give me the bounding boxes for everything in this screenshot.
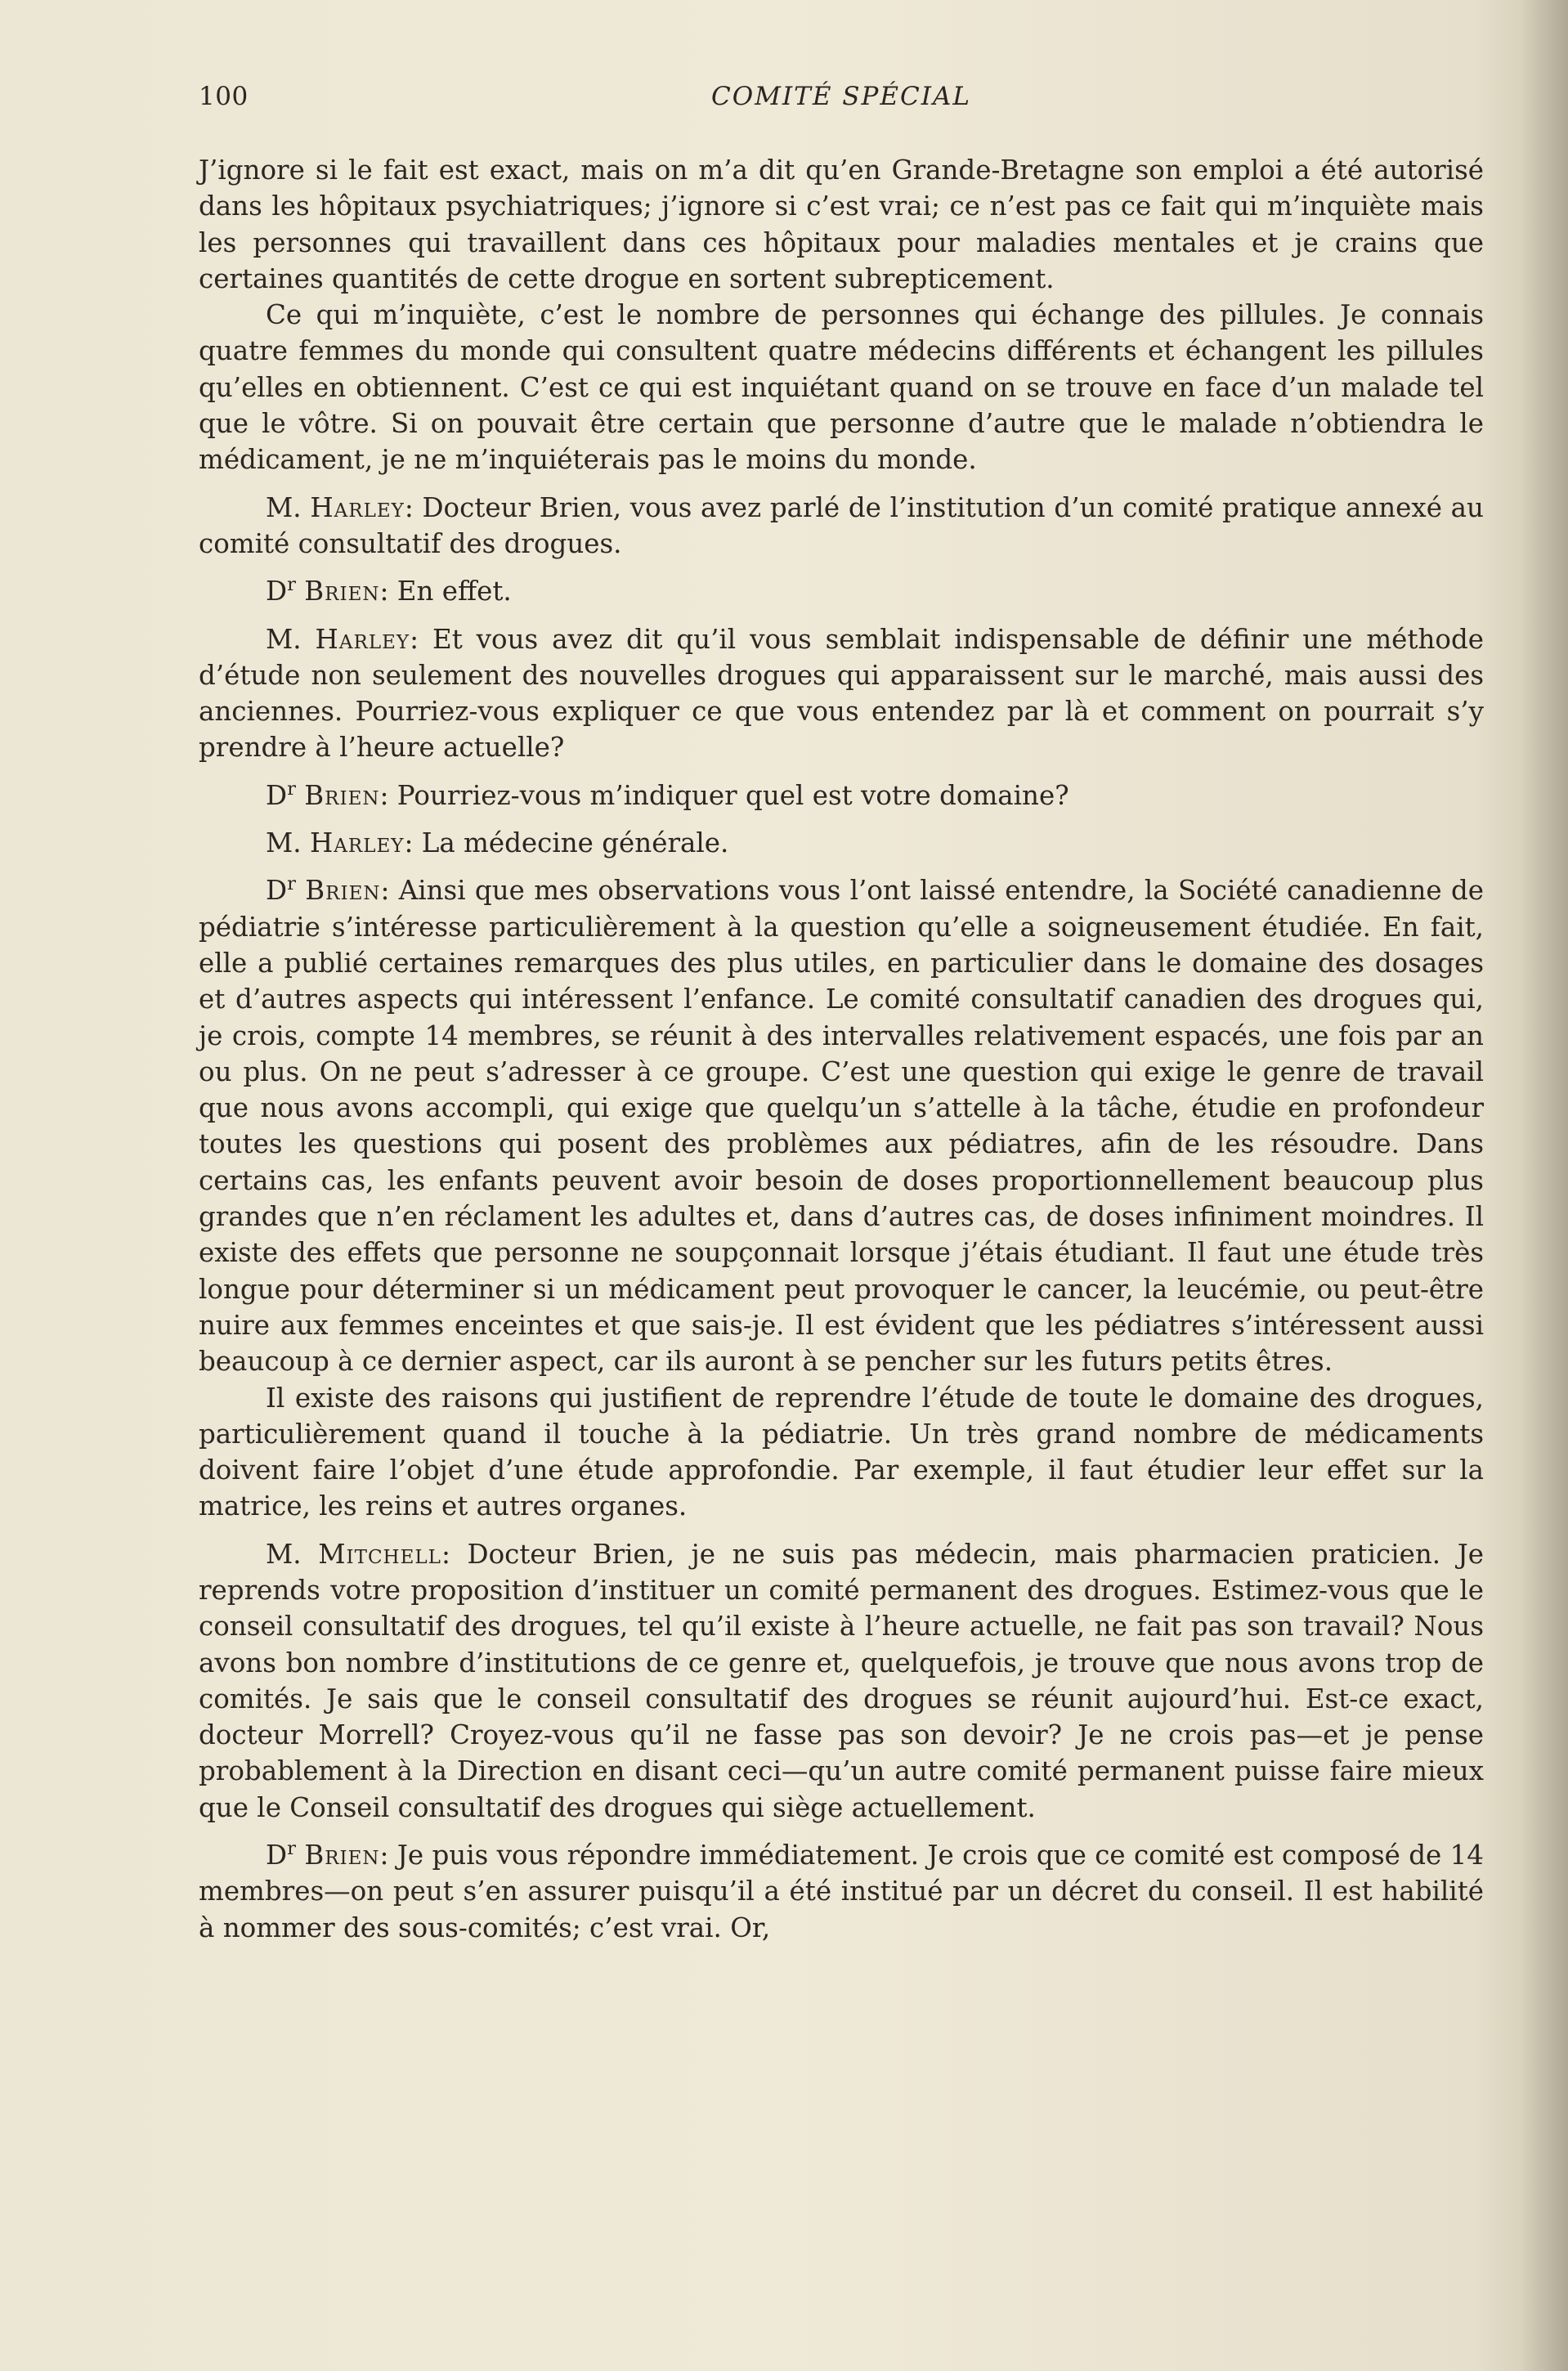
paragraph-text: Ce qui m’inquiète, c’est le nombre de personnes qui échange des pillules. Je connais quatre femmes du monde qui consultent quatre médecins différents et échangent les pillules qu’elles en obtiennent. C’est ce qui est inquiétant quand on se trouve en face d’un malade tel que le vôtre. Si on pouvait être certain que personne d’autre que le malade n’obtiendra le médicament, je ne m’inquiéterais pas le moins du monde. <box>199 299 1484 476</box>
speaker-turn: $D^r$ Brien: En effet. <box>266 574 512 607</box>
speaker-name: Harley <box>315 623 410 655</box>
speech-text: Docteur Brien, vous avez parlé de l’institution d’un comité pratique annexé au comité consultatif des drogues. <box>199 491 1484 559</box>
binding-shadow <box>1521 0 1568 2371</box>
speech-text: La médecine générale. <box>421 827 729 859</box>
running-title: COMITÉ SPÉCIAL <box>711 82 971 111</box>
speech-text: Ainsi que mes observations vous l’ont laissé entendre, la Société canadienne de pédiatrie s’intéresse particulièrement à la question qu’elle a soigneusement étudiée. En fait, elle a publié certaines remarques des plus utiles, en particulier dans le domaine des dosages et d’autres aspects qui intéressent l’enfance. Le comité consultatif canadien des drogues qui, je crois, compte 14 membres, se réunit à des intervalles relativement espacés, une fois par an ou plus. On ne peut s’adresser à ce groupe. C’est une question qui exige le genre de travail que nous avons accompli, qui exige que quelqu’un s’attelle à la tâche, étudie en profondeur toutes les questions qui posent des problèmes aux pédiatres, afin de les résoudre. Dans certains cas, les enfants peuvent avoir besoin de doses proportionnellement beaucoup plus grandes que n’en réclament les adultes et, dans d’autres cas, de doses infiniment moindres. Il existe des effets que personne ne soupçonnait lorsque j’étais étudiant. Il faut une étude très longue pour déterminer si un médicament peut provoquer le cancer, la leucémie, ou peut-être nuire aux femmes enceintes et que sais-je. Il est évident que les pédiatres s’intéressent aussi beaucoup à ce dernier aspect, car ils auront à se pencher sur les futurs petits êtres. <box>199 875 1484 1378</box>
speaker-name: Mitchell <box>318 1538 441 1570</box>
speaker-honorific: M. <box>266 827 302 859</box>
speech-text: Et vous avez dit qu’il vous semblait indispensable de définir une méthode d’étude non seulement des nouvelles drogues qui apparaissent sur le marché, mais aussi des anciennes. Pourriez-vous expliquer ce que vous entendez par là et comment on pourrait s’y prendre à l’heure actuelle? <box>199 623 1485 764</box>
speaker-turn: M. Harley: Docteur Brien, vous avez parlé de l’institution d’un comité pratique annexé au comité consultatif des drogues. <box>199 491 1484 559</box>
speaker-honorific: M. <box>266 1538 302 1570</box>
speaker-title-superscript: r <box>287 873 296 895</box>
paragraph <box>199 297 1484 477</box>
page-number: 100 <box>199 82 249 111</box>
speaker-name: Brien <box>304 1840 380 1871</box>
speaker-title-superscript: r <box>287 574 296 596</box>
transcript-body <box>199 152 1484 1946</box>
speaker-turn: $D^r$ Brien: Pourriez-vous m’indiquer quel est votre domaine? <box>266 778 1069 811</box>
speaker-name: Brien <box>304 779 380 811</box>
speaker-turn: $D^r$ Brien: Je puis vous répondre immédiatement. Je crois que ce comité est composé de 14 membres—on peut s’en assurer puisqu’il a été institué par un décret du conseil. Il est habilité à nommer des sous-comités; c’est vrai. Or, <box>199 1838 1484 1943</box>
speaker-turn: M. Harley: La médecine générale. <box>266 827 729 859</box>
speaker-honorific: M. <box>266 491 302 523</box>
speaker-title-superscript: r <box>287 778 296 800</box>
speaker-name: Brien <box>304 576 380 607</box>
speech-text: Docteur Brien, je ne suis pas médecin, mais pharmacien praticien. Je reprends votre proposition d’instituer un comité permanent des drogues. Estimez-vous que le conseil consultatif des drogues, tel qu’il existe à l’heure actuelle, ne fait pas son travail? Nous avons bon nombre d’institutions de ce genre et, quelquefois, je trouve que nous avons trop de comités. Je sais que le conseil consultatif des drogues se réunit aujourd’hui. Est-ce exact, docteur Morrell? Croyez-vous qu’il ne fasse pas son devoir? Je ne crois pas—et je pense probablement à la Direction en disant ceci—qu’un autre comité permanent puisse faire mieux que le Conseil consultatif des drogues qui siège actuellement. <box>199 1538 1484 1823</box>
speaker-turn: M. Mitchell: Docteur Brien, je ne suis pas médecin, mais pharmacien praticien. Je reprends votre proposition d’instituer un comité permanent des drogues. Estimez-vous que le conseil consultatif des drogues, tel qu’il existe à l’heure actuelle, ne fait pas son travail? Nous avons bon nombre d’institutions de ce genre et, quelquefois, je trouve que nous avons trop de comités. Je sais que le conseil consultatif des drogues se réunit aujourd’hui. Est-ce exact, docteur Morrell? Croyez-vous qu’il ne fasse pas son devoir? Je ne crois pas—et je pense probablement à la Direction en disant ceci—qu’un autre comité permanent puisse faire mieux que le Conseil consultatif des drogues qui siège actuellement. <box>199 1538 1484 1823</box>
paragraph-text: Il existe des raisons qui justifient de reprendre l’étude de toute le domaine des drogues, particulièrement quand il touche à la pédiatrie. Un très grand nombre de médicaments doivent faire l’objet d’une étude approfondie. Par exemple, il faut étudier leur effet sur la matrice, les reins et autres organes. <box>199 1382 1484 1522</box>
speaker-turn: M. Harley: Et vous avez dit qu’il vous semblait indispensable de définir une méthode d’étude non seulement des nouvelles drogues qui apparaissent sur le marché, mais aussi des anciennes. Pourriez-vous expliquer ce que vous entendez par là et comment on pourrait s’y prendre à l’heure actuelle? <box>199 623 1485 764</box>
paragraph <box>199 1380 1484 1525</box>
speaker-honorific: D <box>266 1840 288 1871</box>
speaker-honorific: D <box>266 875 288 907</box>
speech-text: En effet. <box>396 576 512 607</box>
speaker-name: Brien <box>305 875 381 907</box>
page-header <box>199 82 1484 118</box>
speaker-name: Harley <box>310 491 405 523</box>
speaker-honorific: D <box>266 779 288 811</box>
speech-text: Je puis vous répondre immédiatement. Je crois que ce comité est composé de 14 membres—on peut s’en assurer puisqu’il a été institué par un décret du conseil. Il est habilité à nommer des sous-comités; c’est vrai. Or, <box>199 1840 1484 1943</box>
speaker-honorific: M. <box>266 623 302 655</box>
speaker-honorific: D <box>266 576 288 607</box>
paragraph <box>199 152 1484 297</box>
speech-text: Pourriez-vous m’indiquer quel est votre domaine? <box>396 779 1069 811</box>
speaker-name: Harley <box>309 827 405 859</box>
speaker-title-superscript: r <box>287 1838 296 1860</box>
speaker-turn: $D^r$ Brien: Ainsi que mes observations vous l’ont laissé entendre, la Société canadienne de pédiatrie s’intéresse particulièrement à la question qu’elle a soigneusement étudiée. En fait, elle a publié certaines remarques des plus utiles, en particulier dans le domaine des dosages et d’autres aspects qui intéressent l’enfance. Le comité consultatif canadien des drogues qui, je crois, compte 14 membres, se réunit à des intervalles relativement espacés, une fois par an ou plus. On ne peut s’adresser à ce groupe. C’est une question qui exige le genre de travail que nous avons accompli, qui exige que quelqu’un s’attelle à la tâche, étudie en profondeur toutes les questions qui posent des problèmes aux pédiatres, afin de les résoudre. Dans certains cas, les enfants peuvent avoir besoin de doses proportionnellement beaucoup plus grandes que n’en réclament les adultes et, dans d’autres cas, de doses infiniment moindres. Il existe des effets que personne ne soupçonnait lorsque j’étais étudiant. Il faut une étude très longue pour déterminer si un médicament peut provoquer le cancer, la leucémie, ou peut-être nuire aux femmes enceintes et que sais-je. Il est évident que les pédiatres s’intéressent aussi beaucoup à ce dernier aspect, car ils auront à se pencher sur les futurs petits êtres. <box>199 873 1484 1378</box>
paragraph-text: J’ignore si le fait est exact, mais on m’a dit qu’en Grande-Bretagne son emploi a été autorisé dans les hôpitaux psychiatriques; j’ignore si c’est vrai; ce n’est pas ce fait qui m’inquiète mais les personnes qui travaillent dans ces hôpitaux pour maladies mentales et je crains que certaines quantités de cette drogue en sortent subrepticement. <box>199 155 1484 294</box>
